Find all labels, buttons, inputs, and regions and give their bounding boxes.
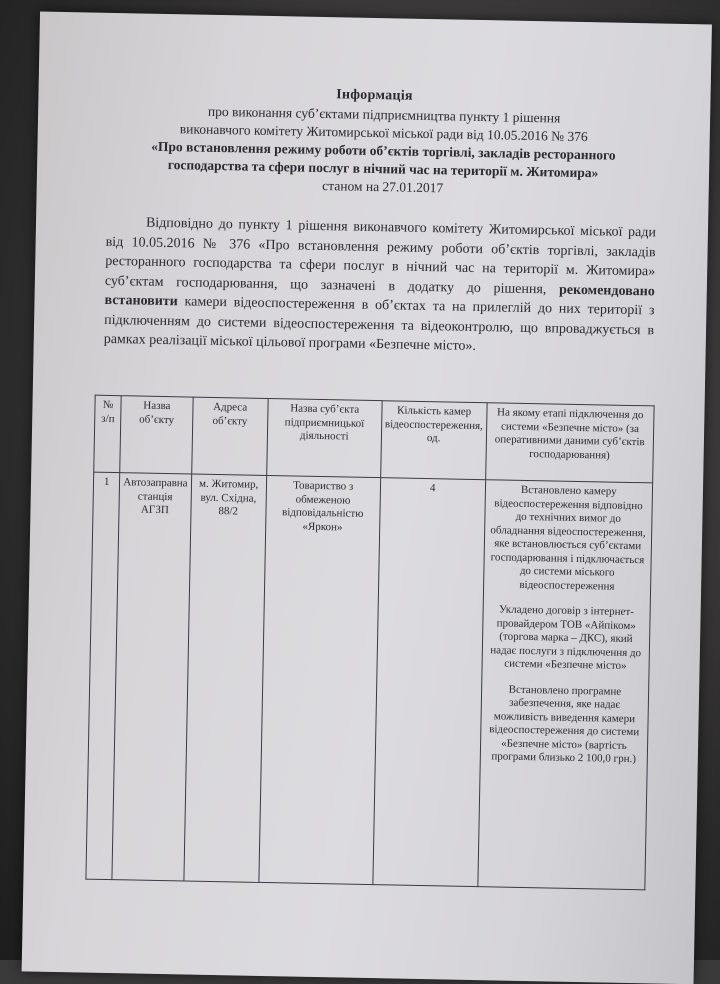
cell-object: Автозаправна станція АГЗП — [112, 473, 191, 881]
body-paragraph — [104, 213, 657, 360]
cell-num: 1 — [86, 472, 120, 879]
paragraph-emphasis: рекомендовано встановити — [104, 282, 655, 310]
header-entity: Назва суб’єкта підприємницької діяльності — [267, 398, 382, 477]
stage-paragraph: Встановлено програмне забезпечення, яке надає можливість виведення камери відеоспостереження до системи «Безпечне місто» (вартість програми близько 2 100,0 грн.) — [489, 683, 640, 766]
document-subtitle — [97, 101, 671, 202]
paragraph-text: камери відеоспостереження в об’єктах та на прилеглій до них території з підключенням до системи відеоспостереження та відеоконтролю, що впроваджується в рамках реалізації міської цільової програми «Безпечне місто». — [103, 294, 655, 354]
header-stage: На якому етапі підключення до системи «Безпечне місто» (за оперативними даними суб’єктів господарювання) — [485, 403, 654, 483]
stage-paragraph: Встановлено камеру відеоспостереження відповідно до технічних вимог до обладнання відеоспостереження, яке встановлюється суб’єктами господарювання і підключається до системи міського відеоспостереження — [490, 483, 646, 593]
table-header-row — [94, 395, 654, 483]
subtitle-line: «Про встановлення режиму роботи об’єктів торгівлі, закладів ресторанного — [151, 138, 616, 163]
cell-cameras: 4 — [373, 478, 486, 887]
cell-stage — [478, 480, 653, 890]
document-title: Інформація — [336, 87, 414, 104]
document-page — [22, 12, 712, 984]
info-table — [85, 395, 654, 891]
cell-entity: Товариство з обмеженою відповідальністю «Яркон» — [259, 475, 381, 884]
cell-address: м. Житомир, вул. Східна, 88/2 — [183, 474, 266, 882]
paragraph-text: Відповідно до пункту 1 рішення виконавчого комітету Житомирської міської ради від 10.05.2016 № 376 «Про встановлення режиму роботи об’єктів торгівлі, закладів ресторанного господарства та сфери послуг в нічний час на території м. Житомира» суб’єктам господарювання, що зазначені в додатку до рішення, — [104, 215, 657, 297]
header-address: Адреса об’єкту — [191, 397, 268, 475]
subtitle-line: виконавчого комітету Житомирської міської ради від 10.05.2016 № 376 — [179, 121, 588, 145]
subtitle-line: господарства та сфери послуг в нічний час на території м. Житомира» — [167, 157, 599, 181]
table-row — [86, 472, 653, 890]
stage-paragraph: Укладено договір з інтернет-провайдером ТОВ «Айпіком» (торгова марка – ДКС), який надає послуги з підключення до системи «Безпечне місто» — [490, 603, 642, 672]
header-num: № з/п — [94, 395, 122, 472]
header-object: Назва об’єкту — [120, 396, 193, 474]
subtitle-date: станом на 27.01.2017 — [322, 178, 444, 196]
subtitle-line: про виконання суб’єктами підприємництва пункту 1 рішення — [207, 103, 561, 126]
header-cameras: Кількість камер відеоспостереження, од. — [380, 401, 486, 480]
